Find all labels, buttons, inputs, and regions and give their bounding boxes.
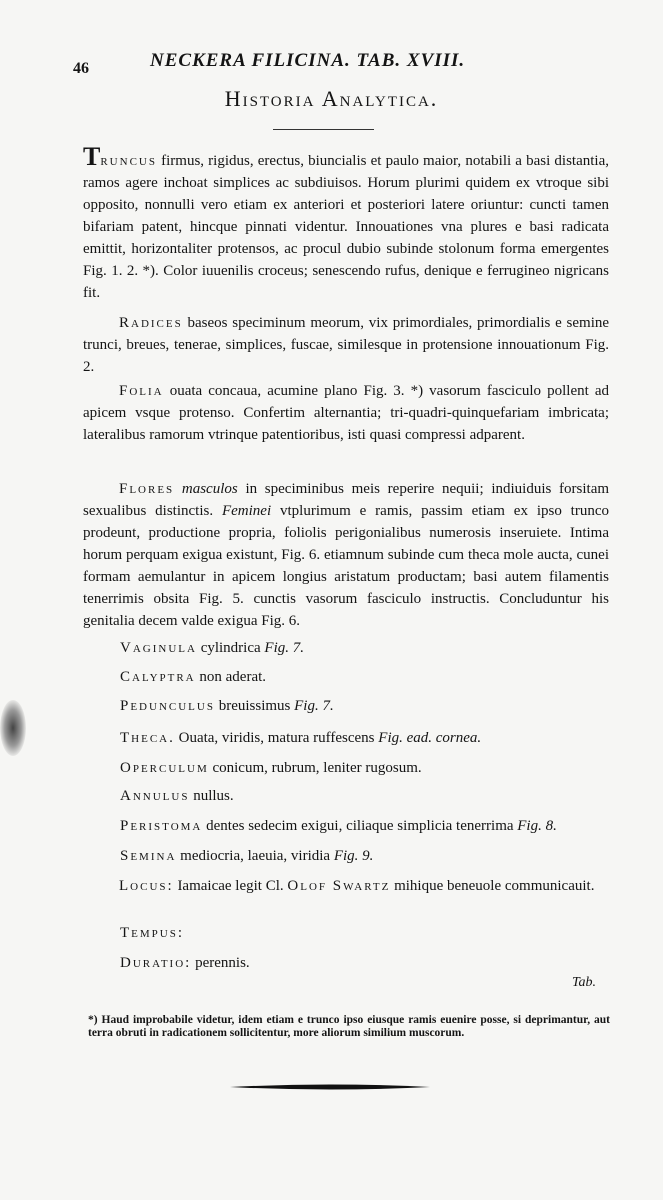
entry-duratio: [120, 952, 610, 974]
italic-word: masculos: [181, 481, 238, 497]
paragraph-text: in speciminibus meis reperire nequii; indiuiduis forsitam sexualibus distinctis.: [83, 481, 610, 519]
collector-name: Olof Swartz: [287, 878, 391, 894]
entry-vaginula: [120, 637, 610, 659]
tail-ornament: [230, 1083, 430, 1091]
entry-text: non aderat.: [199, 669, 267, 685]
entry-annulus: [120, 785, 610, 807]
entry-lead: Annulus: [120, 788, 190, 804]
entry-ref: Fig. 7.: [264, 640, 305, 656]
paragraph-text: Iamaicae legit Cl.: [177, 878, 284, 894]
entry-semina: [120, 845, 610, 867]
page-number: 46: [73, 60, 89, 77]
entry-text: Ouata, viridis, matura ruffescens: [178, 730, 375, 746]
entry-operculum: [120, 757, 610, 779]
entry-lead: Tempus:: [120, 925, 185, 941]
entry-text: cylindrica: [200, 640, 261, 656]
entry-lead: Calyptra: [120, 669, 196, 685]
paragraph-text: ouata concaua, acumine plano Fig. 3. *) vasorum fasciculo pollent ad apicem vsque protenso. Confertim alternantia; tri-quadri-quinquefariam imbricata; lateralibus ramorum vtrinque patentioribus, isti quasi compressi adparent.: [83, 383, 610, 443]
entry-ref: Fig. 9.: [333, 848, 374, 864]
ink-smudge: [0, 700, 26, 756]
paragraph-folia: [83, 380, 609, 446]
running-head: NECKERA FILICINA. TAB. XVIII.: [150, 50, 466, 71]
paragraph-text: vtplurimum e ramis, passim etiam ex ipso trunco prodeunt, productione propria, foliolis perigonialibus numerosis inseruiete. Intima horum perquam exigua existunt, Fig. 6. etiamnum subinde cum theca mole aucta, cunei formam aemulantur in apicem longius aristatum productam; basi autem filamentis tenerrimis obsita Fig. 5. cunctis vasorum fasciculo instructis. Concluduntur his genitalia decem valde exigua Fig. 6.: [83, 503, 610, 629]
entry-ref: Fig. ead. cornea.: [378, 730, 482, 746]
lead-word: Folia: [119, 383, 164, 399]
entry-text: mediocria, laeuia, viridia: [180, 848, 331, 864]
lead-word: Flores: [119, 481, 175, 497]
lead-word: Radices: [119, 315, 183, 331]
entry-text: perennis.: [195, 955, 250, 971]
lead-word: runcus: [100, 153, 157, 169]
entry-text: breuissimus: [218, 698, 291, 714]
title-rule: [273, 129, 374, 130]
paragraph-radices: [83, 312, 609, 378]
entry-lead: Peristoma: [120, 818, 203, 834]
entry-lead: Theca.: [120, 730, 175, 746]
lead-word: Locus:: [119, 878, 174, 894]
entry-calyptra: [120, 666, 610, 688]
entry-tempus: [120, 922, 610, 944]
entry-lead: Vaginula: [120, 640, 197, 656]
catchword: Tab.: [572, 975, 597, 990]
paragraph-text: firmus, rigidus, erectus, biuncialis et paulo maior, notabili a basi distantia, ramos agere inchoat simplices ac subdiuisos. Horum plurimi quidem ex vtroque sibi opposito, nonnulli vero etiam ex anteriori et posteriori latere oriuntur: cuncti tamen bifariam patent, hincque pinnati videntur. Innouationes vna plures e basi radicata emittit, horizontaliter protensos, ac procul dubio subinde stolonum forma emergentes Fig. 1. 2. *). Color iuuenilis croceus; senescendo rufus, denique e ferrugineo nigricans fit.: [83, 153, 610, 301]
paragraph-text: baseos speciminum meorum, vix primordiales, primordialis e semine trunci, breues, tenerae, simplices, fuscae, similesque in protensione innouationum Fig. 2.: [83, 315, 610, 375]
paragraph-text: mihique beneuole communicauit.: [394, 878, 595, 894]
section-title: Historia Analytica.: [224, 86, 439, 111]
entry-theca: [120, 727, 610, 749]
italic-word: Feminei: [221, 503, 272, 519]
paragraph-flores: [83, 478, 609, 632]
entry-text: nullus.: [193, 788, 234, 804]
paragraph-locus: [83, 875, 609, 897]
entry-ref: Fig. 8.: [517, 818, 557, 834]
entry-lead: Operculum: [120, 760, 209, 776]
entry-ref: Fig. 7.: [294, 698, 334, 714]
entry-lead: Duratio:: [120, 955, 192, 971]
entry-text: conicum, rubrum, leniter rugosum.: [212, 760, 422, 776]
entry-pedunculus: [120, 695, 610, 717]
entry-text: dentes sedecim exigui, ciliaque simplicia tenerrima: [206, 818, 514, 834]
entry-lead: Semina: [120, 848, 177, 864]
footnote: *) Haud improbabile videtur, idem etiam e trunco ipso eiusque ramis euenire posse, si deprimantur, aut terra obruti in radicationem sollicitentur, more aliorum similium muscorum.: [88, 1014, 610, 1039]
entry-lead: Pedunculus: [120, 698, 215, 714]
drop-cap: T: [83, 142, 101, 171]
paragraph-truncus: [83, 142, 610, 304]
entry-peristoma: [120, 815, 610, 837]
